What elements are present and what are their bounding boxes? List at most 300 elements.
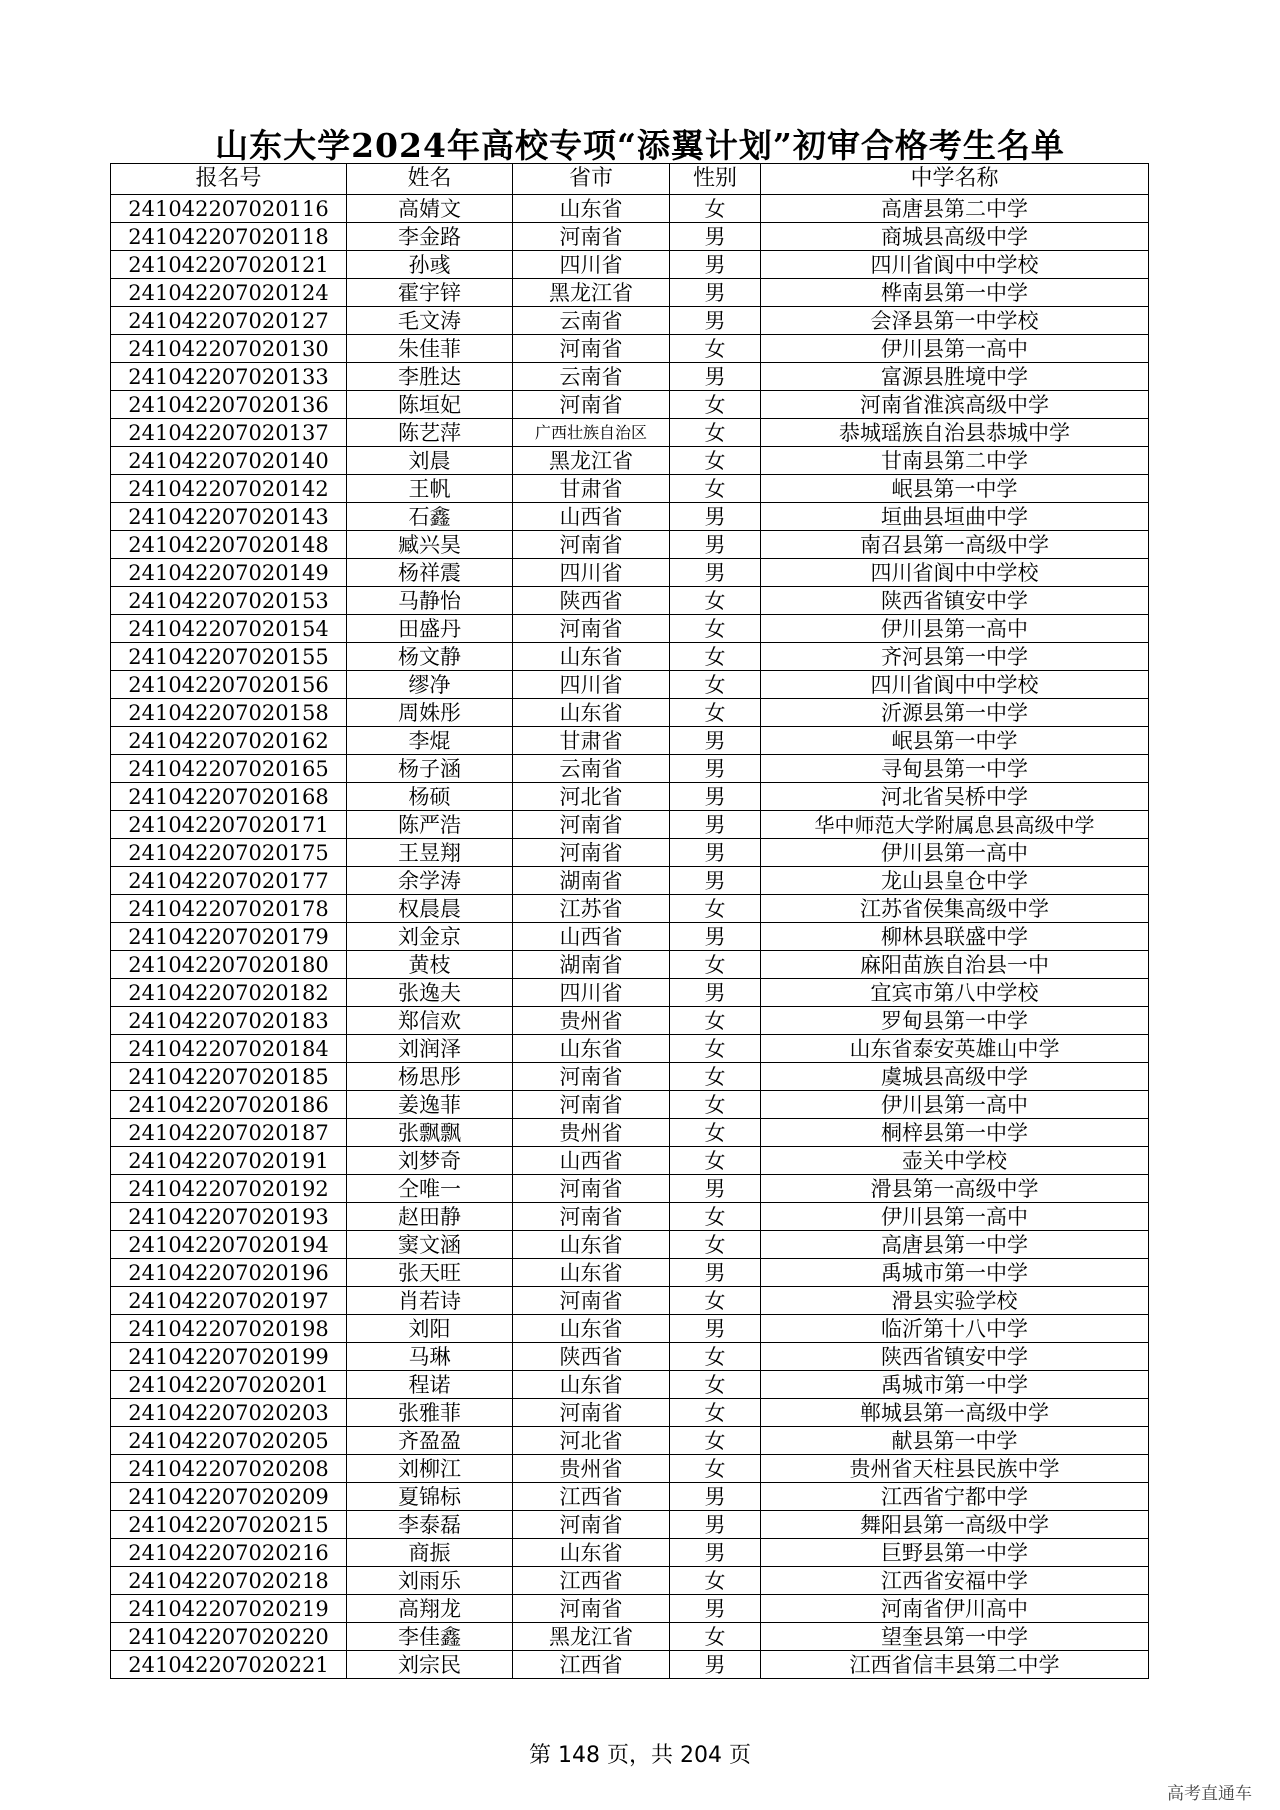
school-cell: 舞阳县第一高级中学 <box>761 1511 1149 1539</box>
gender-cell: 男 <box>670 811 761 839</box>
gender-cell: 男 <box>670 279 761 307</box>
name-cell: 黄枝 <box>347 951 513 979</box>
gender-cell: 女 <box>670 699 761 727</box>
name-cell: 李泰磊 <box>347 1511 513 1539</box>
gender-cell: 男 <box>670 979 761 1007</box>
province-cell: 河南省 <box>513 391 670 419</box>
name-cell: 张雅菲 <box>347 1399 513 1427</box>
table-row <box>111 1315 1149 1343</box>
gender-cell: 女 <box>670 447 761 475</box>
table-row <box>111 223 1149 251</box>
province-cell: 四川省 <box>513 559 670 587</box>
header-gender: 性别 <box>670 164 761 195</box>
school-cell: 河南省淮滨高级中学 <box>761 391 1149 419</box>
province-cell: 河南省 <box>513 1511 670 1539</box>
school-cell: 临沂第十八中学 <box>761 1315 1149 1343</box>
gender-cell: 男 <box>670 727 761 755</box>
school-cell: 四川省阆中中学校 <box>761 251 1149 279</box>
registration-no-cell: 241042207020121 <box>111 251 347 279</box>
province-cell: 河北省 <box>513 1427 670 1455</box>
table-row <box>111 391 1149 419</box>
gender-cell: 女 <box>670 1399 761 1427</box>
province-cell: 山东省 <box>513 1315 670 1343</box>
table-row <box>111 1623 1149 1651</box>
registration-no-cell: 241042207020219 <box>111 1595 347 1623</box>
gender-cell: 男 <box>670 923 761 951</box>
gender-cell: 女 <box>670 1035 761 1063</box>
gender-cell: 男 <box>670 1315 761 1343</box>
name-cell: 周姝彤 <box>347 699 513 727</box>
gender-cell: 女 <box>670 951 761 979</box>
gender-cell: 男 <box>670 1483 761 1511</box>
name-cell: 杨子涵 <box>347 755 513 783</box>
province-cell: 湖南省 <box>513 867 670 895</box>
name-cell: 杨思彤 <box>347 1063 513 1091</box>
gender-cell: 女 <box>670 1091 761 1119</box>
table-row <box>111 1483 1149 1511</box>
school-cell: 沂源县第一中学 <box>761 699 1149 727</box>
province-cell: 河南省 <box>513 839 670 867</box>
registration-no-cell: 241042207020216 <box>111 1539 347 1567</box>
school-cell: 甘南县第二中学 <box>761 447 1149 475</box>
registration-no-cell: 241042207020142 <box>111 475 347 503</box>
registration-no-cell: 241042207020158 <box>111 699 347 727</box>
registration-no-cell: 241042207020137 <box>111 419 347 447</box>
table-row <box>111 1651 1149 1679</box>
name-cell: 刘柳江 <box>347 1455 513 1483</box>
name-cell: 窦文涵 <box>347 1231 513 1259</box>
table-row <box>111 1007 1149 1035</box>
gender-cell: 男 <box>670 307 761 335</box>
table-row <box>111 1539 1149 1567</box>
school-cell: 柳林县联盛中学 <box>761 923 1149 951</box>
table-row <box>111 755 1149 783</box>
province-cell: 贵州省 <box>513 1119 670 1147</box>
table-row <box>111 559 1149 587</box>
registration-no-cell: 241042207020182 <box>111 979 347 1007</box>
school-cell: 垣曲县垣曲中学 <box>761 503 1149 531</box>
table-row <box>111 727 1149 755</box>
gender-cell: 男 <box>670 251 761 279</box>
school-cell: 桐梓县第一中学 <box>761 1119 1149 1147</box>
gender-cell: 男 <box>670 559 761 587</box>
gender-cell: 女 <box>670 1147 761 1175</box>
province-cell: 山西省 <box>513 503 670 531</box>
province-cell: 四川省 <box>513 251 670 279</box>
gender-cell: 女 <box>670 1007 761 1035</box>
province-cell: 山东省 <box>513 1035 670 1063</box>
registration-no-cell: 241042207020175 <box>111 839 347 867</box>
name-cell: 肖若诗 <box>347 1287 513 1315</box>
gender-cell: 男 <box>670 839 761 867</box>
gender-cell: 女 <box>670 615 761 643</box>
school-cell: 贵州省天柱县民族中学 <box>761 1455 1149 1483</box>
gender-cell: 男 <box>670 1259 761 1287</box>
province-cell: 河南省 <box>513 1091 670 1119</box>
registration-no-cell: 241042207020215 <box>111 1511 347 1539</box>
province-cell: 河南省 <box>513 1063 670 1091</box>
table-row <box>111 1035 1149 1063</box>
registration-no-cell: 241042207020140 <box>111 447 347 475</box>
table-row <box>111 447 1149 475</box>
school-cell: 山东省泰安英雄山中学 <box>761 1035 1149 1063</box>
table-row <box>111 1063 1149 1091</box>
name-cell: 夏锦标 <box>347 1483 513 1511</box>
gender-cell: 女 <box>670 587 761 615</box>
name-cell: 刘宗民 <box>347 1651 513 1679</box>
province-cell: 河南省 <box>513 811 670 839</box>
registration-no-cell: 241042207020127 <box>111 307 347 335</box>
registration-no-cell: 241042207020168 <box>111 783 347 811</box>
school-cell: 龙山县皇仓中学 <box>761 867 1149 895</box>
school-cell: 宜宾市第八中学校 <box>761 979 1149 1007</box>
name-cell: 仝唯一 <box>347 1175 513 1203</box>
province-cell: 山西省 <box>513 923 670 951</box>
school-cell: 伊川县第一高中 <box>761 1091 1149 1119</box>
table-row <box>111 419 1149 447</box>
name-cell: 刘润泽 <box>347 1035 513 1063</box>
name-cell: 臧兴昊 <box>347 531 513 559</box>
table-row <box>111 363 1149 391</box>
province-cell: 河南省 <box>513 1287 670 1315</box>
name-cell: 张飘飘 <box>347 1119 513 1147</box>
header-name: 姓名 <box>347 164 513 195</box>
table-row <box>111 1147 1149 1175</box>
registration-no-cell: 241042207020178 <box>111 895 347 923</box>
province-cell: 山东省 <box>513 699 670 727</box>
name-cell: 马静怡 <box>347 587 513 615</box>
registration-no-cell: 241042207020177 <box>111 867 347 895</box>
province-cell: 甘肃省 <box>513 727 670 755</box>
table-row <box>111 1259 1149 1287</box>
province-cell: 河南省 <box>513 1399 670 1427</box>
registration-no-cell: 241042207020221 <box>111 1651 347 1679</box>
name-cell: 姜逸菲 <box>347 1091 513 1119</box>
gender-cell: 女 <box>670 1063 761 1091</box>
gender-cell: 女 <box>670 1567 761 1595</box>
table-row <box>111 279 1149 307</box>
school-cell: 高唐县第一中学 <box>761 1231 1149 1259</box>
school-cell: 岷县第一中学 <box>761 475 1149 503</box>
gender-cell: 女 <box>670 195 761 223</box>
name-cell: 缪净 <box>347 671 513 699</box>
school-cell: 江西省安福中学 <box>761 1567 1149 1595</box>
gender-cell: 女 <box>670 391 761 419</box>
school-cell: 富源县胜境中学 <box>761 363 1149 391</box>
province-cell: 云南省 <box>513 307 670 335</box>
registration-no-cell: 241042207020156 <box>111 671 347 699</box>
name-cell: 杨文静 <box>347 643 513 671</box>
school-cell: 陕西省镇安中学 <box>761 1343 1149 1371</box>
province-cell: 河南省 <box>513 223 670 251</box>
page-title: 山东大学2024年高校专项“添翼计划”初审合格考生名单 <box>215 126 1065 165</box>
gender-cell: 女 <box>670 1119 761 1147</box>
table-row <box>111 1343 1149 1371</box>
registration-no-cell: 241042207020153 <box>111 587 347 615</box>
school-cell: 会泽县第一中学校 <box>761 307 1149 335</box>
province-cell: 四川省 <box>513 979 670 1007</box>
table-row <box>111 1231 1149 1259</box>
registration-no-cell: 241042207020162 <box>111 727 347 755</box>
name-cell: 李焜 <box>347 727 513 755</box>
gender-cell: 女 <box>670 1287 761 1315</box>
school-cell: 华中师范大学附属息县高级中学 <box>761 811 1149 839</box>
school-cell: 江西省信丰县第二中学 <box>761 1651 1149 1679</box>
name-cell: 刘晨 <box>347 447 513 475</box>
table-row <box>111 699 1149 727</box>
gender-cell: 男 <box>670 531 761 559</box>
school-cell: 壶关中学校 <box>761 1147 1149 1175</box>
gender-cell: 男 <box>670 755 761 783</box>
province-cell: 湖南省 <box>513 951 670 979</box>
watermark: 高考直通车 <box>1167 1784 1252 1804</box>
name-cell: 齐盈盈 <box>347 1427 513 1455</box>
province-cell: 河北省 <box>513 783 670 811</box>
province-cell: 山东省 <box>513 195 670 223</box>
name-cell: 马琳 <box>347 1343 513 1371</box>
name-cell: 杨硕 <box>347 783 513 811</box>
registration-no-cell: 241042207020205 <box>111 1427 347 1455</box>
province-cell: 贵州省 <box>513 1007 670 1035</box>
school-cell: 寻甸县第一中学 <box>761 755 1149 783</box>
registration-no-cell: 241042207020143 <box>111 503 347 531</box>
province-cell: 河南省 <box>513 335 670 363</box>
school-cell: 齐河县第一中学 <box>761 643 1149 671</box>
name-cell: 余学涛 <box>347 867 513 895</box>
table-row <box>111 1595 1149 1623</box>
school-cell: 禹城市第一中学 <box>761 1259 1149 1287</box>
province-cell: 江西省 <box>513 1567 670 1595</box>
school-cell: 商城县高级中学 <box>761 223 1149 251</box>
province-cell: 广西壮族自治区 <box>513 419 670 447</box>
name-cell: 李金路 <box>347 223 513 251</box>
province-cell: 山东省 <box>513 643 670 671</box>
gender-cell: 女 <box>670 419 761 447</box>
name-cell: 王帆 <box>347 475 513 503</box>
registration-no-cell: 241042207020165 <box>111 755 347 783</box>
province-cell: 陕西省 <box>513 587 670 615</box>
table-row <box>111 1119 1149 1147</box>
province-cell: 河南省 <box>513 1595 670 1623</box>
gender-cell: 男 <box>670 1511 761 1539</box>
gender-cell: 女 <box>670 335 761 363</box>
registration-no-cell: 241042207020192 <box>111 1175 347 1203</box>
school-cell: 伊川县第一高中 <box>761 615 1149 643</box>
registration-no-cell: 241042207020196 <box>111 1259 347 1287</box>
school-cell: 伊川县第一高中 <box>761 335 1149 363</box>
school-cell: 滑县第一高级中学 <box>761 1175 1149 1203</box>
registration-no-cell: 241042207020180 <box>111 951 347 979</box>
registration-no-cell: 241042207020203 <box>111 1399 347 1427</box>
gender-cell: 男 <box>670 1595 761 1623</box>
school-cell: 伊川县第一高中 <box>761 839 1149 867</box>
gender-cell: 女 <box>670 1231 761 1259</box>
table-row <box>111 839 1149 867</box>
gender-cell: 男 <box>670 223 761 251</box>
gender-cell: 女 <box>670 1203 761 1231</box>
province-cell: 山东省 <box>513 1539 670 1567</box>
registration-no-cell: 241042207020136 <box>111 391 347 419</box>
registration-no-cell: 241042207020199 <box>111 1343 347 1371</box>
school-cell: 罗甸县第一中学 <box>761 1007 1149 1035</box>
table-row <box>111 615 1149 643</box>
registration-no-cell: 241042207020118 <box>111 223 347 251</box>
table-row <box>111 867 1149 895</box>
name-cell: 赵田静 <box>347 1203 513 1231</box>
table-row <box>111 1203 1149 1231</box>
table-row <box>111 587 1149 615</box>
name-cell: 高婧文 <box>347 195 513 223</box>
school-cell: 麻阳苗族自治县一中 <box>761 951 1149 979</box>
registration-no-cell: 241042207020186 <box>111 1091 347 1119</box>
registration-no-cell: 241042207020185 <box>111 1063 347 1091</box>
province-cell: 陕西省 <box>513 1343 670 1371</box>
school-cell: 四川省阆中中学校 <box>761 559 1149 587</box>
name-cell: 石鑫 <box>347 503 513 531</box>
school-cell: 江苏省侯集高级中学 <box>761 895 1149 923</box>
table-row <box>111 195 1149 223</box>
table-row <box>111 1091 1149 1119</box>
name-cell: 陈垣妃 <box>347 391 513 419</box>
table-row <box>111 811 1149 839</box>
province-cell: 黑龙江省 <box>513 279 670 307</box>
candidate-table <box>110 163 1149 1679</box>
page-number: 第 148 页，共 204 页 <box>529 1743 751 1768</box>
registration-no-cell: 241042207020133 <box>111 363 347 391</box>
registration-no-cell: 241042207020218 <box>111 1567 347 1595</box>
province-cell: 云南省 <box>513 363 670 391</box>
table-row <box>111 531 1149 559</box>
table-row <box>111 251 1149 279</box>
gender-cell: 女 <box>670 643 761 671</box>
gender-cell: 女 <box>670 671 761 699</box>
table-row <box>111 1175 1149 1203</box>
province-cell: 山东省 <box>513 1371 670 1399</box>
registration-no-cell: 241042207020149 <box>111 559 347 587</box>
name-cell: 孙彧 <box>347 251 513 279</box>
table-row <box>111 1371 1149 1399</box>
name-cell: 刘梦奇 <box>347 1147 513 1175</box>
table-row <box>111 979 1149 1007</box>
registration-no-cell: 241042207020184 <box>111 1035 347 1063</box>
school-cell: 禹城市第一中学 <box>761 1371 1149 1399</box>
name-cell: 程诺 <box>347 1371 513 1399</box>
table-row <box>111 783 1149 811</box>
table-row <box>111 895 1149 923</box>
name-cell: 李胜达 <box>347 363 513 391</box>
registration-no-cell: 241042207020116 <box>111 195 347 223</box>
table-row <box>111 643 1149 671</box>
name-cell: 权晨晨 <box>347 895 513 923</box>
registration-no-cell: 241042207020183 <box>111 1007 347 1035</box>
name-cell: 商振 <box>347 1539 513 1567</box>
province-cell: 山西省 <box>513 1147 670 1175</box>
table-row <box>111 1455 1149 1483</box>
school-cell: 河北省吴桥中学 <box>761 783 1149 811</box>
name-cell: 王昱翔 <box>347 839 513 867</box>
table-row <box>111 1287 1149 1315</box>
gender-cell: 女 <box>670 1623 761 1651</box>
school-cell: 巨野县第一中学 <box>761 1539 1149 1567</box>
registration-no-cell: 241042207020154 <box>111 615 347 643</box>
table-row <box>111 923 1149 951</box>
province-cell: 甘肃省 <box>513 475 670 503</box>
gender-cell: 女 <box>670 1427 761 1455</box>
registration-no-cell: 241042207020209 <box>111 1483 347 1511</box>
registration-no-cell: 241042207020208 <box>111 1455 347 1483</box>
school-cell: 南召县第一高级中学 <box>761 531 1149 559</box>
province-cell: 河南省 <box>513 531 670 559</box>
gender-cell: 男 <box>670 1175 761 1203</box>
gender-cell: 男 <box>670 783 761 811</box>
gender-cell: 女 <box>670 1455 761 1483</box>
name-cell: 朱佳菲 <box>347 335 513 363</box>
province-cell: 河南省 <box>513 1175 670 1203</box>
registration-no-cell: 241042207020201 <box>111 1371 347 1399</box>
school-cell: 滑县实验学校 <box>761 1287 1149 1315</box>
gender-cell: 女 <box>670 475 761 503</box>
name-cell: 陈严浩 <box>347 811 513 839</box>
province-cell: 江西省 <box>513 1483 670 1511</box>
gender-cell: 男 <box>670 363 761 391</box>
gender-cell: 女 <box>670 1343 761 1371</box>
gender-cell: 女 <box>670 895 761 923</box>
registration-no-cell: 241042207020171 <box>111 811 347 839</box>
gender-cell: 男 <box>670 1651 761 1679</box>
name-cell: 陈艺萍 <box>347 419 513 447</box>
name-cell: 高翔龙 <box>347 1595 513 1623</box>
name-cell: 刘阳 <box>347 1315 513 1343</box>
school-cell: 献县第一中学 <box>761 1427 1149 1455</box>
table-header-row <box>111 164 1149 195</box>
name-cell: 杨祥震 <box>347 559 513 587</box>
school-cell: 四川省阆中中学校 <box>761 671 1149 699</box>
header-school: 中学名称 <box>761 164 1149 195</box>
registration-no-cell: 241042207020193 <box>111 1203 347 1231</box>
registration-no-cell: 241042207020130 <box>111 335 347 363</box>
registration-no-cell: 241042207020194 <box>111 1231 347 1259</box>
registration-no-cell: 241042207020191 <box>111 1147 347 1175</box>
province-cell: 黑龙江省 <box>513 1623 670 1651</box>
school-cell: 恭城瑶族自治县恭城中学 <box>761 419 1149 447</box>
school-cell: 陕西省镇安中学 <box>761 587 1149 615</box>
school-cell: 虞城县高级中学 <box>761 1063 1149 1091</box>
name-cell: 刘金京 <box>347 923 513 951</box>
province-cell: 江苏省 <box>513 895 670 923</box>
table-row <box>111 671 1149 699</box>
name-cell: 田盛丹 <box>347 615 513 643</box>
name-cell: 毛文涛 <box>347 307 513 335</box>
school-cell: 望奎县第一中学 <box>761 1623 1149 1651</box>
school-cell: 河南省伊川高中 <box>761 1595 1149 1623</box>
gender-cell: 男 <box>670 867 761 895</box>
province-cell: 黑龙江省 <box>513 447 670 475</box>
school-cell: 郸城县第一高级中学 <box>761 1399 1149 1427</box>
table-row <box>111 1427 1149 1455</box>
name-cell: 郑信欢 <box>347 1007 513 1035</box>
table-row <box>111 1511 1149 1539</box>
school-cell: 伊川县第一高中 <box>761 1203 1149 1231</box>
table-row <box>111 951 1149 979</box>
header-registration-no: 报名号 <box>111 164 347 195</box>
province-cell: 贵州省 <box>513 1455 670 1483</box>
registration-no-cell: 241042207020155 <box>111 643 347 671</box>
name-cell: 李佳鑫 <box>347 1623 513 1651</box>
province-cell: 云南省 <box>513 755 670 783</box>
school-cell: 高唐县第二中学 <box>761 195 1149 223</box>
gender-cell: 女 <box>670 1371 761 1399</box>
table-row <box>111 1399 1149 1427</box>
